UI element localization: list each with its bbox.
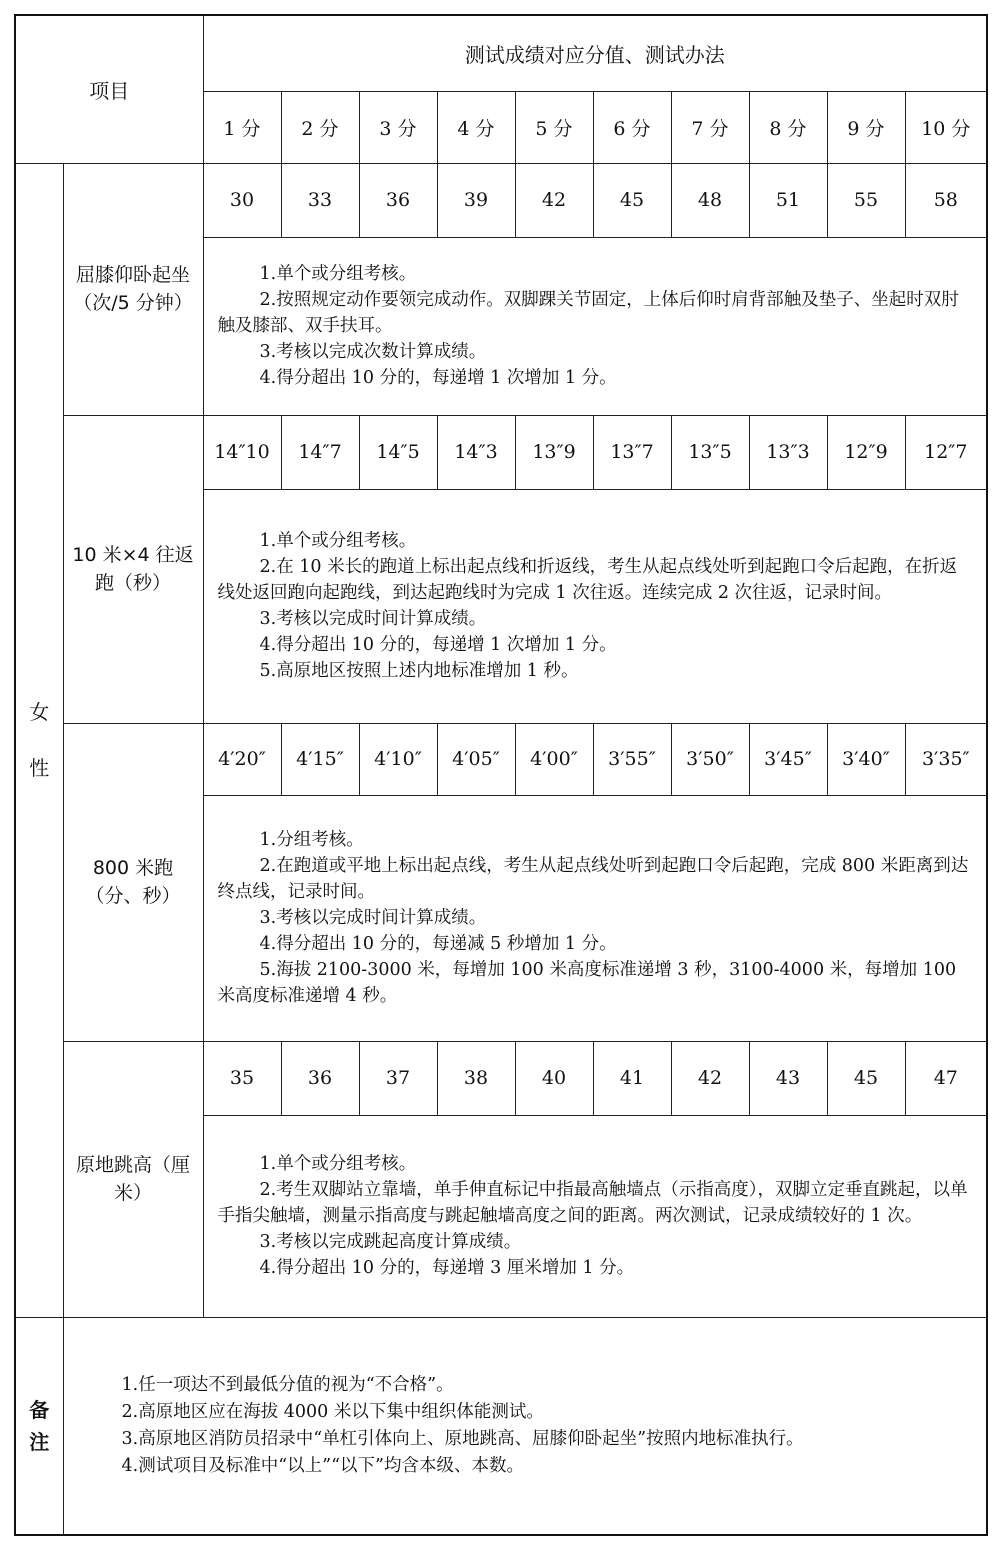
value-cell: 13″7: [593, 415, 671, 489]
method-line: 2.考生双脚站立靠墙，单手伸直标记中指最高触墙点（示指高度），双脚立定垂直跳起，以单手指尖触墙，测量示指高度与跳起触墙高度之间的距离。两次测试，记录成绩较好的 1 次。: [217, 1180, 968, 1226]
method-line: 1.单个或分组考核。: [259, 264, 417, 284]
score-header: 6 分: [593, 91, 671, 163]
method-line: 3.考核以完成时间计算成绩。: [259, 908, 487, 928]
value-cell: 14″3: [437, 415, 515, 489]
remark-line: 4.测试项目及标准中“以上”“以下”均含本级、本数。: [121, 1455, 524, 1476]
value-cell: 55: [827, 163, 905, 237]
value-cell: 42: [515, 163, 593, 237]
method-line: 5.高原地区按照上述内地标准增加 1 秒。: [259, 661, 579, 681]
value-cell: 35: [203, 1041, 281, 1115]
remarks-content: [63, 1317, 987, 1535]
value-cell: 3′55″: [593, 723, 671, 795]
method-line: 5.海拔 2100-3000 米，每增加 100 米高度标准递增 3 秒，3100-4000 米，每增加 100 米高度标准递增 4 秒。: [217, 960, 957, 1006]
value-cell: 12″7: [905, 415, 987, 489]
method-line: 4.得分超出 10 分的，每递减 5 秒增加 1 分。: [259, 934, 617, 954]
method-line: 4.得分超出 10 分的，每递增 3 厘米增加 1 分。: [259, 1258, 635, 1278]
value-cell: 13″3: [749, 415, 827, 489]
value-cell: 3′40″: [827, 723, 905, 795]
score-header: 7 分: [671, 91, 749, 163]
item-header: 项目: [15, 15, 203, 163]
method-line: 3.考核以完成次数计算成绩。: [259, 342, 487, 362]
item-name: 800 米跑（分、秒）: [63, 723, 203, 1041]
method-line: 3.考核以完成跳起高度计算成绩。: [259, 1232, 522, 1252]
item-name: 原地跳高（厘米）: [63, 1041, 203, 1317]
value-cell: 58: [905, 163, 987, 237]
value-cell: 14″5: [359, 415, 437, 489]
value-cell: 14″10: [203, 415, 281, 489]
fitness-standards-table: [14, 14, 988, 1536]
remarks-char: 备: [29, 1397, 50, 1422]
table-title: 测试成绩对应分值、测试办法: [203, 15, 987, 91]
value-cell: 36: [359, 163, 437, 237]
score-header: 3 分: [359, 91, 437, 163]
value-cell: 3′45″: [749, 723, 827, 795]
gender-char: 性: [29, 756, 50, 780]
item-name: 10 米×4 往返跑（秒）: [63, 415, 203, 723]
value-cell: 45: [827, 1041, 905, 1115]
remark-line: 2.高原地区应在海拔 4000 米以下集中组织体能测试。: [121, 1401, 544, 1422]
gender-char: 女: [29, 700, 50, 724]
method-line: 2.在跑道或平地上标出起点线，考生从起点线处听到起跑口令后起跑，完成 800 米距离到达终点线，记录时间。: [217, 856, 969, 902]
test-method: [203, 237, 987, 415]
value-cell: 4′00″: [515, 723, 593, 795]
method-line: 1.单个或分组考核。: [259, 531, 417, 551]
value-cell: 12″9: [827, 415, 905, 489]
value-cell: 4′05″: [437, 723, 515, 795]
method-line: 3.考核以完成时间计算成绩。: [259, 609, 487, 629]
value-cell: 3′50″: [671, 723, 749, 795]
value-cell: 42: [671, 1041, 749, 1115]
remark-line: 3.高原地区消防员招录中“单杠引体向上、原地跳高、屈膝仰卧起坐”按照内地标准执行。: [121, 1428, 804, 1449]
score-header: 10 分: [905, 91, 987, 163]
value-cell: 45: [593, 163, 671, 237]
value-cell: 38: [437, 1041, 515, 1115]
value-cell: 3′35″: [905, 723, 987, 795]
value-cell: 48: [671, 163, 749, 237]
value-cell: 4′15″: [281, 723, 359, 795]
test-method: [203, 489, 987, 723]
value-cell: 37: [359, 1041, 437, 1115]
item-name: 屈膝仰卧起坐（次/5 分钟）: [63, 163, 203, 415]
score-header: 5 分: [515, 91, 593, 163]
value-cell: 40: [515, 1041, 593, 1115]
value-cell: 33: [281, 163, 359, 237]
value-cell: 41: [593, 1041, 671, 1115]
method-line: 4.得分超出 10 分的，每递增 1 次增加 1 分。: [259, 368, 617, 388]
value-cell: 14″7: [281, 415, 359, 489]
gender-label: [15, 163, 63, 1317]
value-cell: 36: [281, 1041, 359, 1115]
remarks-char: 注: [29, 1429, 50, 1454]
remarks-label: [15, 1317, 63, 1535]
method-line: 2.按照规定动作要领完成动作。双脚踝关节固定，上体后仰时肩背部触及垫子、坐起时双肘触及膝部、双手扶耳。: [217, 290, 959, 336]
method-line: 4.得分超出 10 分的，每递增 1 次增加 1 分。: [259, 635, 617, 655]
value-cell: 43: [749, 1041, 827, 1115]
test-method: [203, 795, 987, 1041]
value-cell: 13″9: [515, 415, 593, 489]
value-cell: 30: [203, 163, 281, 237]
method-line: 2.在 10 米长的跑道上标出起点线和折返线，考生从起点线处听到起跑口令后起跑，在折返线处返回跑向起跑线，到达起跑线时为完成 1 次往返。连续完成 2 次往返，记录时间。: [217, 557, 958, 603]
value-cell: 13″5: [671, 415, 749, 489]
value-cell: 4′10″: [359, 723, 437, 795]
value-cell: 39: [437, 163, 515, 237]
score-header: 8 分: [749, 91, 827, 163]
value-cell: 47: [905, 1041, 987, 1115]
value-cell: 51: [749, 163, 827, 237]
score-header: 2 分: [281, 91, 359, 163]
value-cell: 4′20″: [203, 723, 281, 795]
method-line: 1.单个或分组考核。: [259, 1154, 417, 1174]
score-header: 4 分: [437, 91, 515, 163]
method-line: 1.分组考核。: [259, 830, 364, 850]
score-header: 9 分: [827, 91, 905, 163]
test-method: [203, 1115, 987, 1317]
remark-line: 1.任一项达不到最低分值的视为“不合格”。: [121, 1374, 454, 1395]
score-header: 1 分: [203, 91, 281, 163]
